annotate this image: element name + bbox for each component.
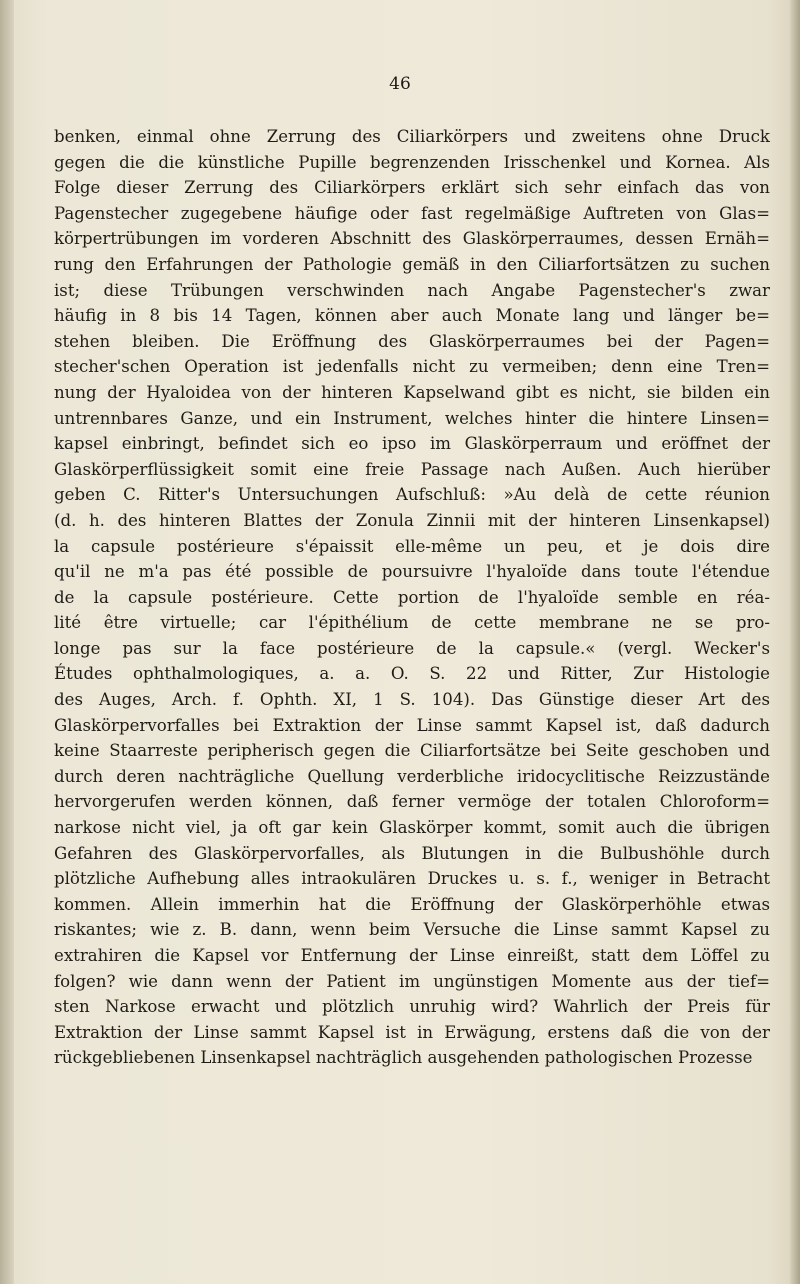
text-line: häufig in 8 bis 14 Tagen, können aber auch Monate lang und länger be= xyxy=(54,306,770,326)
text-line: geben C. Ritter's Untersuchungen Aufschluß: »Au delà de cette réunion xyxy=(54,485,770,505)
text-line: hervorgerufen werden können, daß ferner vermöge der totalen Chloroform= xyxy=(54,792,770,812)
text-line: Glaskörperflüssigkeit somit eine freie Passage nach Außen. Auch hierüber xyxy=(54,459,770,479)
text-line: Pagenstecher zugegebene häufige oder fast regelmäßige Auftreten von Glas= xyxy=(54,203,770,223)
text-line: kapsel einbringt, befindet sich eo ipso im Glaskörperraum und eröffnet der xyxy=(54,434,770,454)
text-line: (d. h. des hinteren Blattes der Zonula Zinnii mit der hinteren Linsenkapsel) xyxy=(54,510,770,530)
text-line: narkose nicht viel, ja oft gar kein Glaskörper kommt, somit auch die übrigen xyxy=(54,818,770,838)
page-outer-edge xyxy=(790,0,800,1284)
text-line: de la capsule postérieure. Cette portion de l'hyaloïde semble en réa- xyxy=(54,587,770,607)
text-line: Gefahren des Glaskörpervorfalles, als Blutungen in die Bulbushöhle durch xyxy=(54,843,770,863)
text-line: Études ophthalmologiques, a. a. O. S. 22 und Ritter, Zur Histologie xyxy=(54,664,770,684)
text-line: sten Narkose erwacht und plötzlich unruhig wird? Wahrlich der Preis für xyxy=(54,997,770,1017)
text-line: Folge dieser Zerrung des Ciliarkörpers erklärt sich sehr einfach das von xyxy=(54,178,770,198)
text-line: folgen? wie dann wenn der Patient im ungünstigen Momente aus der tief= xyxy=(54,971,770,991)
text-line: untrennbares Ganze, und ein Instrument, welches hinter die hintere Linsen= xyxy=(54,408,770,428)
text-line: körpertrübungen im vorderen Abschnitt des Glaskörperraumes, dessen Ernäh= xyxy=(54,229,770,249)
text-line: nung der Hyaloidea von der hinteren Kapselwand gibt es nicht, sie bilden ein xyxy=(54,382,770,402)
text-line: longe pas sur la face postérieure de la capsule.« (vergl. Wecker's xyxy=(54,638,770,658)
page-number: 46 xyxy=(389,74,411,94)
body-text xyxy=(54,124,770,1071)
text-line: riskantes; wie z. B. dann, wenn beim Versuche die Linse sammt Kapsel zu xyxy=(54,920,770,940)
text-line: stehen bleiben. Die Eröffnung des Glaskörperraumes bei der Pagen= xyxy=(54,331,770,351)
text-line: lité être virtuelle; car l'épithélium de cette membrane ne se pro- xyxy=(54,613,770,633)
text-line: qu'il ne m'a pas été possible de poursuivre l'hyaloïde dans toute l'étendue xyxy=(54,562,770,582)
text-line: extrahiren die Kapsel vor Entfernung der Linse einreißt, statt dem Löffel zu xyxy=(54,946,770,965)
text-line: rückgebliebenen Linsenkapsel nachträglich ausgehenden pathologischen Prozesse xyxy=(54,1048,753,1068)
text-line: Glaskörpervorfalles bei Extraktion der Linse sammt Kapsel ist, daß dadurch xyxy=(54,715,770,735)
text-line: keine Staarreste peripherisch gegen die Ciliarfortsätze bei Seite geschoben und xyxy=(54,741,770,761)
text-line: gegen die die künstliche Pupille begrenzenden Irisschenkel und Kornea. Als xyxy=(54,152,770,172)
text-line: durch deren nachträgliche Quellung verderbliche iridocyclitische Reizzustände xyxy=(54,766,770,786)
text-line: la capsule postérieure s'épaissit elle-même un peu, et je dois dire xyxy=(54,536,770,556)
text-line: rung den Erfahrungen der Pathologie gemäß in den Ciliarfortsätzen zu suchen xyxy=(54,254,770,274)
text-line: kommen. Allein immerhin hat die Eröffnung der Glaskörperhöhle etwas xyxy=(54,894,770,914)
text-line: ist; diese Trübungen verschwinden nach Angabe Pagenstecher's zwar xyxy=(54,280,770,300)
text-line: plötzliche Aufhebung alles intraokulären Druckes u. s. f., weniger in Betracht xyxy=(54,869,770,889)
text-line: des Auges, Arch. f. Ophth. XI, 1 S. 104). Das Günstige dieser Art des xyxy=(54,690,770,710)
text-line: benken, einmal ohne Zerrung des Ciliarkörpers und zweitens ohne Druck xyxy=(54,127,770,146)
page-binding-edge xyxy=(0,0,14,1284)
text-line: stecher'schen Operation ist jedenfalls nicht zu vermeiben; denn eine Tren= xyxy=(54,357,770,377)
text-line: Extraktion der Linse sammt Kapsel ist in Erwägung, erstens daß die von der xyxy=(54,1022,770,1042)
